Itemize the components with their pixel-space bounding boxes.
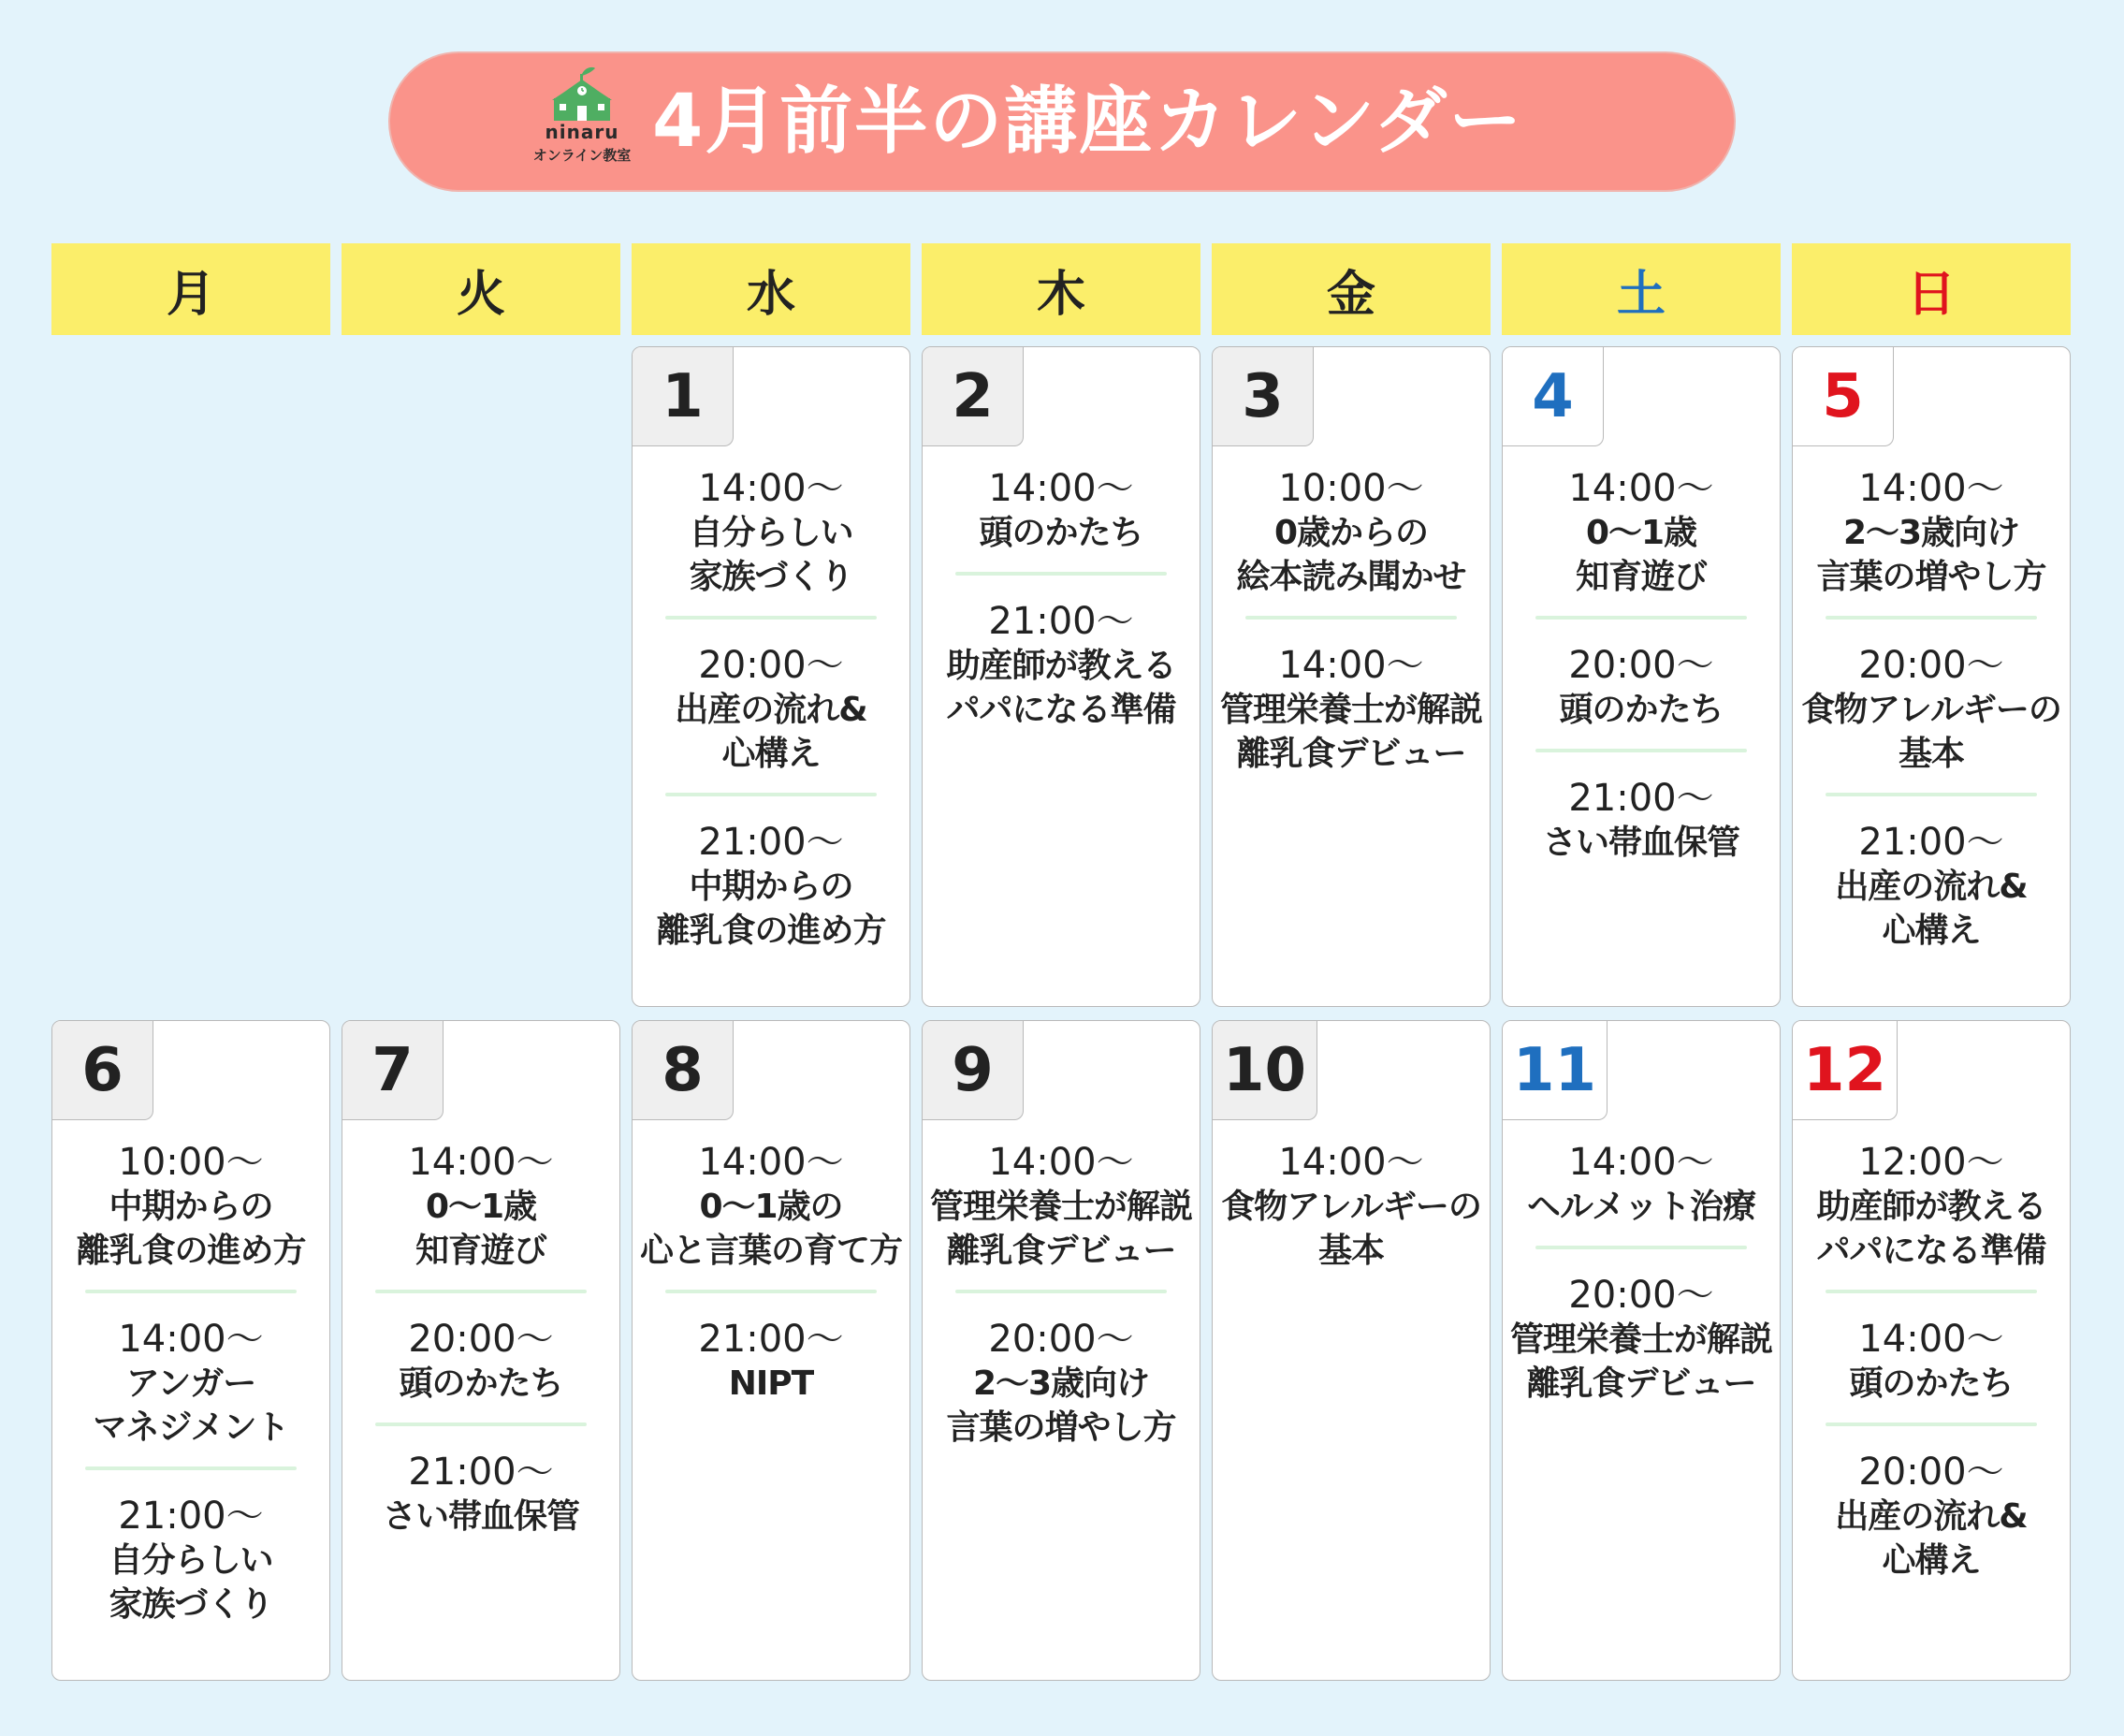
event-title-line: 2〜3歳向け xyxy=(1842,514,2020,552)
event-title-line: 離乳食デビュー xyxy=(1236,735,1466,773)
day-cell[interactable] xyxy=(632,1020,910,1681)
event-time: 20:00〜 xyxy=(1858,644,2004,687)
event-time: 20:00〜 xyxy=(698,644,844,687)
event-divider xyxy=(665,616,877,620)
event-time: 21:00〜 xyxy=(698,1318,844,1361)
event-time: 10:00〜 xyxy=(1278,467,1424,510)
event-divider xyxy=(1245,616,1457,620)
event-divider xyxy=(955,1290,1167,1293)
day-cell[interactable] xyxy=(1212,1020,1491,1681)
event-time: 21:00〜 xyxy=(988,600,1134,643)
event-title-line: アンガー xyxy=(125,1364,256,1403)
event-time: 14:00〜 xyxy=(118,1318,264,1361)
event-item[interactable] xyxy=(52,1318,329,1450)
event-item[interactable] xyxy=(342,1451,619,1539)
event-item[interactable] xyxy=(1793,1318,2070,1406)
event-title-line: 食物アレルギーの xyxy=(1801,691,2061,729)
event-title-line: 中期からの xyxy=(689,868,853,906)
date-number: 9 xyxy=(923,1021,1024,1120)
event-time: 21:00〜 xyxy=(118,1495,264,1538)
event-title-line: 食物アレルギーの xyxy=(1221,1188,1481,1226)
event-title-line: さい帯血保管 xyxy=(1542,824,1739,862)
event-time: 21:00〜 xyxy=(698,821,844,864)
event-title-line: 心と言葉の育て方 xyxy=(639,1232,902,1270)
day-header-fri: 金 xyxy=(1212,243,1491,335)
event-title-line: 出産の流れ& xyxy=(1835,868,2028,906)
event-item[interactable] xyxy=(342,1318,619,1406)
date-number: 6 xyxy=(52,1021,153,1120)
event-item[interactable] xyxy=(1793,1451,2070,1583)
event-title-line: 心構え xyxy=(1882,912,1981,950)
event-time: 14:00〜 xyxy=(1568,1141,1714,1184)
event-item[interactable] xyxy=(633,644,909,776)
day-cell[interactable] xyxy=(342,1020,620,1681)
event-title-line: 心構え xyxy=(1882,1541,1981,1580)
event-time: 21:00〜 xyxy=(1568,777,1714,820)
event-title-line: 離乳食の進め方 xyxy=(76,1232,306,1270)
day-cell[interactable] xyxy=(1792,1020,2071,1681)
title-banner xyxy=(388,51,1736,192)
event-list xyxy=(1793,1141,2070,1583)
event-title-line: 2〜3歳向け xyxy=(972,1364,1150,1403)
event-item[interactable] xyxy=(633,821,909,953)
event-divider xyxy=(1535,616,1747,620)
event-title-line: パパになる準備 xyxy=(1816,1232,2046,1270)
event-item[interactable] xyxy=(923,1318,1200,1450)
event-title-line: NIPT xyxy=(728,1364,814,1403)
event-item[interactable] xyxy=(923,600,1200,732)
event-list xyxy=(1503,467,1780,865)
event-title-line: 中期からの xyxy=(109,1188,273,1226)
event-list xyxy=(52,1141,329,1627)
day-cell[interactable] xyxy=(922,1020,1200,1681)
event-divider xyxy=(375,1422,587,1426)
day-cell[interactable] xyxy=(1502,1020,1781,1681)
event-time: 20:00〜 xyxy=(1568,644,1714,687)
event-item[interactable] xyxy=(1793,644,2070,776)
event-list xyxy=(1213,467,1490,776)
event-title-line: 基本 xyxy=(1898,735,1964,773)
page-title: 4月前半の講座カレンダー xyxy=(652,80,1524,164)
event-title-line: 助産師が教える xyxy=(946,647,1176,685)
event-list xyxy=(923,1141,1200,1450)
date-number: 10 xyxy=(1213,1021,1317,1120)
event-item[interactable] xyxy=(1793,821,2070,953)
event-item[interactable] xyxy=(633,1141,909,1273)
event-list xyxy=(342,1141,619,1539)
event-title-line: 家族づくり xyxy=(689,558,853,596)
day-cell[interactable] xyxy=(1792,346,2071,1007)
event-title-line: 基本 xyxy=(1317,1232,1384,1270)
event-item[interactable] xyxy=(633,467,909,599)
event-list xyxy=(1503,1141,1780,1406)
event-divider xyxy=(1826,793,2037,796)
event-title-line: 離乳食の進め方 xyxy=(656,912,886,950)
event-title-line: 頭のかたち xyxy=(979,514,1143,552)
event-title-line: 家族づくり xyxy=(109,1585,273,1624)
date-number: 12 xyxy=(1793,1021,1898,1120)
event-item[interactable] xyxy=(923,1141,1200,1273)
event-title-line: 頭のかたち xyxy=(1559,691,1724,729)
day-header-wed: 水 xyxy=(632,243,910,335)
date-number: 3 xyxy=(1213,347,1314,446)
event-divider xyxy=(1826,1290,2037,1293)
event-item[interactable] xyxy=(1503,1141,1780,1229)
day-header-mon: 月 xyxy=(51,243,330,335)
event-time: 12:00〜 xyxy=(1858,1141,2004,1184)
event-title-line: 離乳食デビュー xyxy=(946,1232,1176,1270)
event-divider xyxy=(85,1466,297,1470)
event-title-line: パパになる準備 xyxy=(946,691,1176,729)
event-item[interactable] xyxy=(1793,1141,2070,1273)
event-item[interactable] xyxy=(1503,644,1780,732)
event-list xyxy=(633,467,909,953)
event-title-line: 離乳食デビュー xyxy=(1526,1364,1756,1403)
date-number: 2 xyxy=(923,347,1024,446)
event-title-line: 自分らしい xyxy=(689,514,853,552)
date-number: 8 xyxy=(633,1021,734,1120)
event-time: 21:00〜 xyxy=(1858,821,2004,864)
event-title-line: 0〜1歳 xyxy=(1585,514,1697,552)
event-time: 14:00〜 xyxy=(1568,467,1714,510)
event-item[interactable] xyxy=(52,1495,329,1627)
day-header-sun: 日 xyxy=(1792,243,2071,335)
day-cell[interactable] xyxy=(922,346,1200,1007)
date-number: 11 xyxy=(1503,1021,1608,1120)
event-item[interactable] xyxy=(1213,644,1490,776)
event-title-line: 知育遊び xyxy=(1575,558,1707,596)
event-time: 21:00〜 xyxy=(408,1451,554,1494)
date-number: 4 xyxy=(1503,347,1604,446)
event-item[interactable] xyxy=(923,467,1200,555)
day-cell[interactable] xyxy=(51,1020,330,1681)
event-item[interactable] xyxy=(342,1141,619,1273)
event-list xyxy=(1793,467,2070,953)
event-divider xyxy=(1826,1422,2037,1426)
event-time: 14:00〜 xyxy=(1278,1141,1424,1184)
school-house-icon xyxy=(526,66,638,123)
event-title-line: ヘルメット治療 xyxy=(1527,1188,1755,1226)
event-time: 20:00〜 xyxy=(1858,1451,2004,1494)
event-title-line: 心構え xyxy=(721,735,821,773)
event-divider xyxy=(1535,749,1747,752)
event-list xyxy=(923,467,1200,732)
event-list xyxy=(633,1141,909,1406)
day-cell[interactable] xyxy=(1212,346,1491,1007)
day-header-thu: 木 xyxy=(922,243,1200,335)
logo-subtitle: オンライン教室 xyxy=(532,147,632,164)
event-item[interactable] xyxy=(1503,467,1780,599)
event-item[interactable] xyxy=(1503,777,1780,865)
event-item[interactable] xyxy=(633,1318,909,1406)
event-item[interactable] xyxy=(1213,467,1490,599)
day-header-sat: 土 xyxy=(1502,243,1781,335)
event-title-line: 出産の流れ& xyxy=(675,691,867,729)
event-divider xyxy=(665,1290,877,1293)
event-item[interactable] xyxy=(1213,1141,1490,1273)
event-divider xyxy=(665,793,877,796)
event-time: 14:00〜 xyxy=(698,467,844,510)
event-time: 14:00〜 xyxy=(1858,467,2004,510)
event-title-line: 0歳からの xyxy=(1273,514,1429,552)
date-number: 7 xyxy=(342,1021,444,1120)
event-title-line: 0〜1歳の xyxy=(699,1188,843,1226)
event-title-line: 出産の流れ& xyxy=(1835,1497,2028,1536)
event-divider xyxy=(1535,1246,1747,1249)
day-cell[interactable] xyxy=(632,346,910,1007)
logo-wordmark: ninaru xyxy=(545,121,619,143)
event-item[interactable] xyxy=(52,1141,329,1273)
event-divider xyxy=(85,1290,297,1293)
event-title-line: 言葉の増やし方 xyxy=(946,1408,1176,1447)
event-time: 20:00〜 xyxy=(1568,1274,1714,1317)
event-time: 14:00〜 xyxy=(1278,644,1424,687)
event-title-line: 管理栄養士が解説 xyxy=(1509,1320,1772,1359)
event-list xyxy=(1213,1141,1490,1273)
event-title-line: 知育遊び xyxy=(415,1232,546,1270)
event-title-line: さい帯血保管 xyxy=(382,1497,579,1536)
event-item[interactable] xyxy=(1793,467,2070,599)
event-title-line: 絵本読み聞かせ xyxy=(1236,558,1466,596)
event-time: 14:00〜 xyxy=(988,1141,1134,1184)
event-divider xyxy=(955,572,1167,576)
event-item[interactable] xyxy=(1503,1274,1780,1406)
ninaru-logo xyxy=(526,66,638,179)
event-title-line: 頭のかたち xyxy=(399,1364,563,1403)
event-title-line: 管理栄養士が解説 xyxy=(1219,691,1482,729)
event-time: 14:00〜 xyxy=(408,1141,554,1184)
event-title-line: 助産師が教える xyxy=(1816,1188,2046,1226)
date-number: 1 xyxy=(633,347,734,446)
event-divider xyxy=(1826,616,2037,620)
event-title-line: マネジメント xyxy=(93,1408,289,1447)
date-number: 5 xyxy=(1793,347,1894,446)
event-time: 10:00〜 xyxy=(118,1141,264,1184)
event-time: 20:00〜 xyxy=(988,1318,1134,1361)
day-cell[interactable] xyxy=(1502,346,1781,1007)
event-title-line: 頭のかたち xyxy=(1849,1364,2014,1403)
event-time: 20:00〜 xyxy=(408,1318,554,1361)
event-title-line: 言葉の増やし方 xyxy=(1816,558,2046,596)
day-header-tue: 火 xyxy=(342,243,620,335)
event-divider xyxy=(375,1290,587,1293)
event-title-line: 管理栄養士が解説 xyxy=(929,1188,1192,1226)
event-time: 14:00〜 xyxy=(698,1141,844,1184)
event-title-line: 0〜1歳 xyxy=(425,1188,537,1226)
event-title-line: 自分らしい xyxy=(109,1541,273,1580)
event-time: 14:00〜 xyxy=(988,467,1134,510)
event-time: 14:00〜 xyxy=(1858,1318,2004,1361)
